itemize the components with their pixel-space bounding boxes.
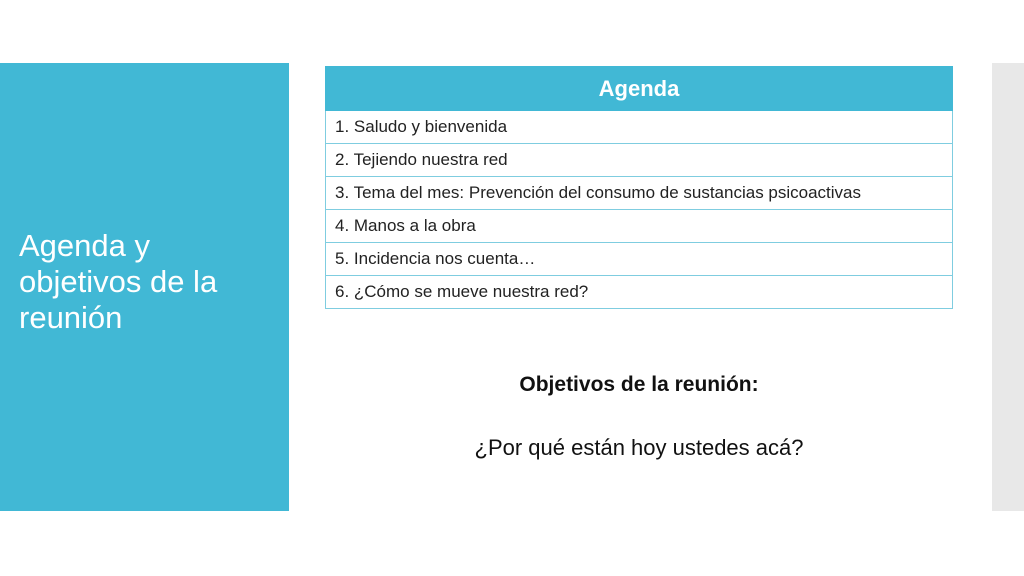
slide-title: Agenda y objetivos de la reunión [19, 228, 218, 335]
agenda-item: 4. Manos a la obra [326, 210, 953, 243]
table-row [326, 210, 953, 243]
objectives-heading: Objetivos de la reunión: [519, 373, 759, 396]
table-row [326, 177, 953, 210]
agenda-table [325, 66, 953, 309]
objectives-question: ¿Por qué están hoy ustedes acá? [474, 435, 804, 460]
agenda-header-row [326, 67, 953, 111]
agenda-header: Agenda [326, 67, 953, 111]
agenda-item: 6. ¿Cómo se mueve nuestra red? [326, 276, 953, 309]
agenda-item: 2. Tejiendo nuestra red [326, 144, 953, 177]
agenda-item: 5. Incidencia nos cuenta… [326, 243, 953, 276]
agenda-item: 3. Tema del mes: Prevención del consumo de sustancias psicoactivas [326, 177, 953, 210]
table-row [326, 144, 953, 177]
table-row [326, 276, 953, 309]
table-row [326, 111, 953, 144]
agenda-item: 1. Saludo y bienvenida [326, 111, 953, 144]
side-strip [992, 63, 1024, 511]
table-row [326, 243, 953, 276]
